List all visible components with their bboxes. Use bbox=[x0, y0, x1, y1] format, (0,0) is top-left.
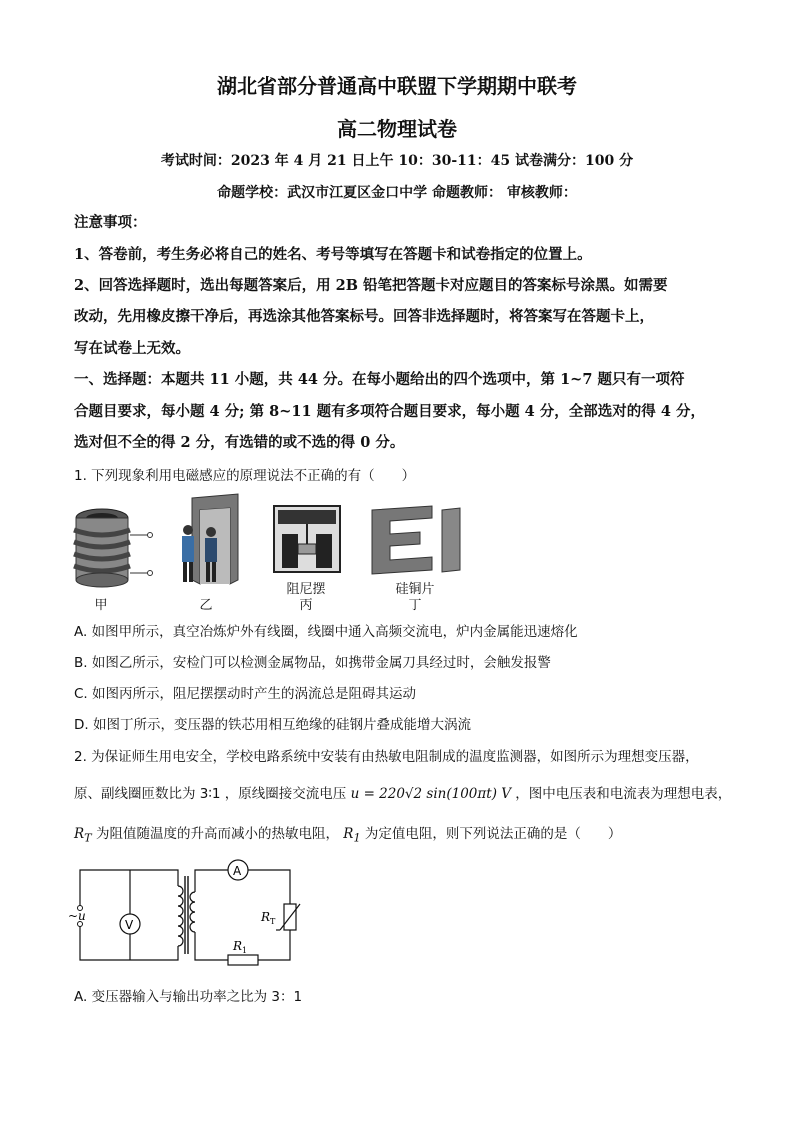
exam-subtitle: 高二物理试卷 bbox=[337, 117, 457, 141]
rt-label-subscript: T bbox=[270, 917, 276, 926]
rt-symbol: R bbox=[74, 826, 85, 842]
furnace-coil-figure bbox=[74, 509, 153, 587]
transformer-circuit-diagram bbox=[68, 856, 308, 974]
figure-label-yi: 乙 bbox=[199, 598, 213, 613]
r1-subscript: 1 bbox=[353, 831, 361, 845]
section-1-line-2: 合题目要求，每小题 4 分; 第 8~11 题有多项符合题目要求，每小题 4 分，全部选对的得 4 分， bbox=[74, 403, 705, 420]
question-2-line-2 bbox=[74, 782, 734, 802]
question-2-text-part-c: 为阻值随温度的升高而减小的热敏电阻， bbox=[95, 826, 339, 842]
rt-label: R bbox=[261, 910, 271, 924]
figure-label-jia: 甲 bbox=[94, 598, 108, 613]
section-1-line-1: 一、选择题：本题共 11 小题，共 44 分。在每小题给出的四个选项中，第 1~7 题只有一项符 bbox=[74, 371, 685, 388]
question-2-text-part-d: 为定值电阻，则下列说法正确的是（ ） bbox=[364, 826, 622, 842]
exam-info: 考试时间：2023 年 4 月 21 日上午 10：30-11：45 试卷满分：100 分 bbox=[160, 153, 634, 169]
question-1-option-d: D. 如图丁所示，变压器的铁芯用相互绝缘的硅钢片叠成能增大涡流 bbox=[74, 717, 471, 733]
question-2-line-3 bbox=[74, 822, 734, 845]
notice-item-2-line-2: 改动，先用橡皮擦干净后，再选涂其他答案标号。回答非选择题时，将答案写在答题卡上， bbox=[74, 308, 654, 325]
figure-label-bing: 丙 bbox=[299, 598, 313, 613]
r1-label: R bbox=[233, 939, 243, 953]
figure-caption-silicon-steel: 硅铜片 bbox=[395, 582, 435, 597]
notice-item-2-line-1: 2、回答选择题时，选出每题答案后，用 2B 铅笔把答题卡对应题目的答案标号涂黑。如需要 bbox=[74, 277, 668, 294]
question-2-text-part-a: 原、副线圈匝数比为 3∶1 ，原线圈接交流电压 bbox=[74, 786, 347, 802]
question-1-stem: 1. 下列现象利用电磁感应的原理说法不正确的有（ ） bbox=[74, 468, 416, 484]
notice-heading: 注意事项： bbox=[74, 214, 147, 231]
exam-authors: 命题学校：武汉市江夏区金口中学 命题教师： 审核教师： bbox=[217, 185, 577, 201]
r1-label-subscript: 1 bbox=[242, 946, 248, 955]
figure-caption-damping-pendulum: 阻尼摆 bbox=[286, 582, 326, 597]
rt-subscript: T bbox=[84, 831, 92, 845]
section-1-line-3: 选对但不全的得 2 分，有选错的或不选的得 0 分。 bbox=[74, 434, 405, 451]
figure-label-ding: 丁 bbox=[408, 598, 422, 613]
voltage-formula: u = 220√2 sin(100πt) V bbox=[350, 786, 511, 802]
voltmeter-label: V bbox=[125, 918, 134, 932]
question-2-text-part-b: ，图中电压表和电流表为理想电表， bbox=[515, 786, 732, 802]
notice-item-2-line-3: 写在试卷上无效。 bbox=[74, 340, 190, 357]
r1-symbol: R bbox=[343, 826, 354, 842]
notice-item-1: 1、答卷前，考生务必将自己的姓名、考号等填写在答题卡和试卷指定的位置上。 bbox=[74, 246, 592, 263]
source-label: ~u bbox=[68, 909, 86, 923]
damping-pendulum-figure bbox=[274, 506, 340, 572]
question-1-option-a: A. 如图甲所示，真空冶炼炉外有线圈，线圈中通入高频交流电，炉内金属能迅速熔化 bbox=[74, 624, 578, 640]
question-2-option-a: A. 变压器输入与输出功率之比为 3：1 bbox=[74, 989, 303, 1005]
question-1-option-c: C. 如图丙所示，阻尼摆摆动时产生的涡流总是阻碍其运动 bbox=[74, 686, 417, 702]
question-1-option-b: B. 如图乙所示，安检门可以检测金属物品，如携带金属刀具经过时，会触发报警 bbox=[74, 655, 551, 671]
ammeter-label: A bbox=[233, 864, 242, 878]
question-2-line-1: 2. 为保证师生用电安全，学校电路系统中安装有由热敏电阻制成的温度监测器，如图所示为理想变压器， bbox=[74, 749, 699, 765]
security-gate-figure bbox=[182, 494, 238, 584]
silicon-steel-sheets-figure bbox=[372, 506, 460, 574]
exam-title: 湖北省部分普通高中联盟下学期期中联考 bbox=[217, 74, 577, 98]
